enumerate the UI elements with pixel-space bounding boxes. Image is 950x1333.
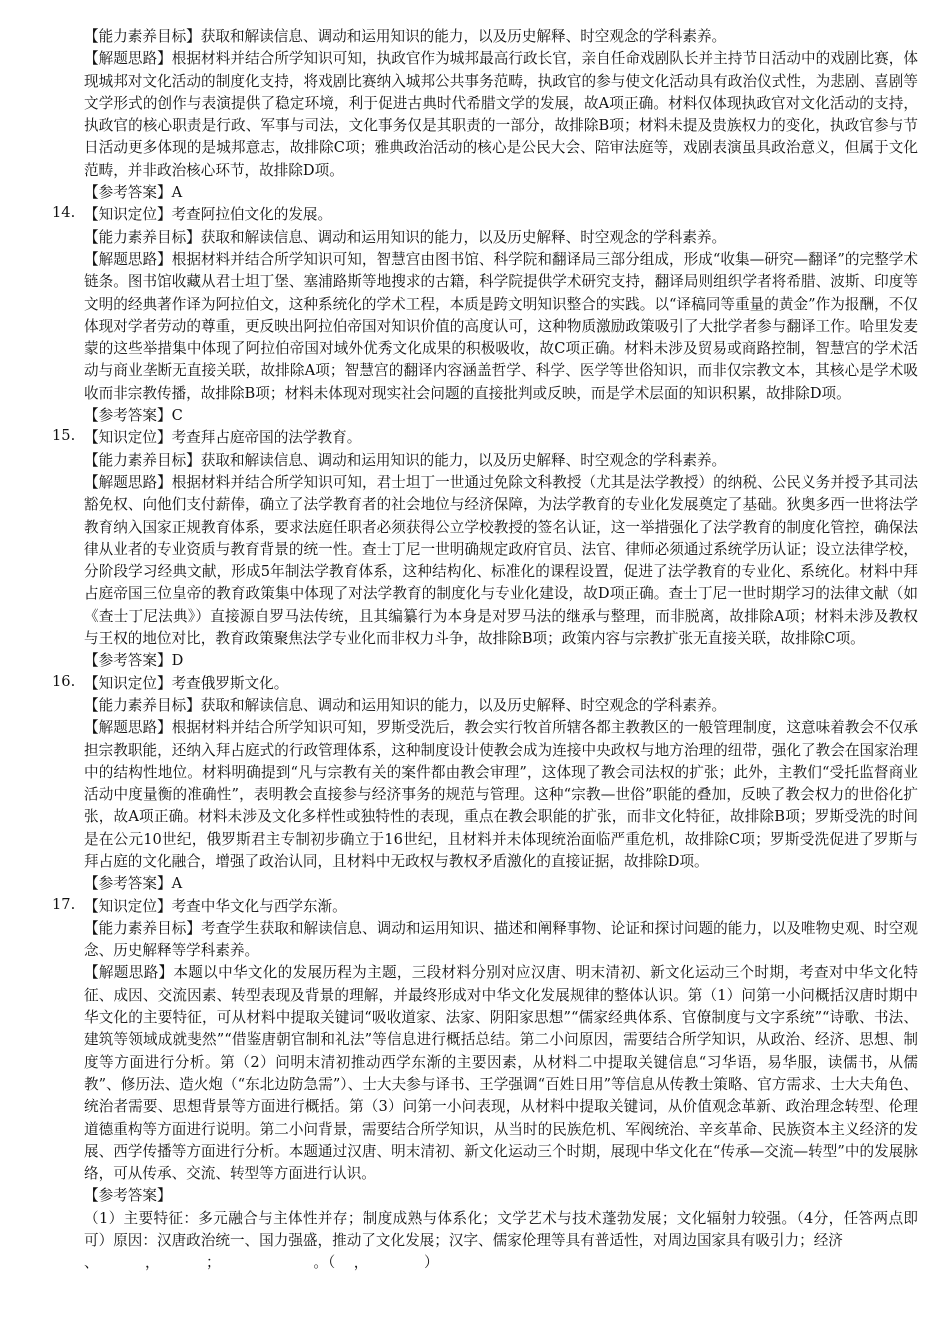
question-15-section <box>52 427 918 672</box>
q16-ability: 【能力素养目标】获取和解读信息、调动和运用知识的能力，以及历史解释、时空观念的学科素养。 <box>84 696 727 714</box>
q17-knowledge: 【知识定位】考查中华文化与西学东渐。 <box>84 897 347 915</box>
question-14-section <box>52 204 918 427</box>
q15-approach: 【解题思路】根据材料并结合所学知识可知，君士坦丁一世通过免除文科教授（尤其是法学教授）的纳税、公民义务并授予其司法豁免权、向他们支付薪俸，确立了法学教育者的社会地位与经济保障，为法学教育的专业化发展奠定了基础。狄奥多西一世将法学教育纳入国家正规教育体系，要求法庭任职者必须获得公立学校教授的签名认证，这一举措强化了法学教育的制度化管控，确保法律从业者的专业资质与教育背景的统一性。查士丁尼一世明确规定政府官员、法官、律师必须通过系统学历认证；设立法律学校，分阶段学习经典文献，形成5年制法学教育体系，这种结构化、标准化的课程设置，促进了法学教育的专业化、系统化。材料中拜占庭帝国三位皇帝的教育政策集中体现了对法学教育的制度化与专业化建设，故D项正确。查士丁尼一世时期学习的法律文献（如《查士丁尼法典》）直接源自罗马法传统，且其编纂行为本身是对罗马法的继承与整理，而非脱离，故排除A项；材料未涉及教权与王权的地位对比，教育政策聚焦法学专业化而非权力斗争，故排除B项；政策内容与宗教扩张无直接关联，故排除C项。 <box>84 473 918 648</box>
q13-approach: 【解题思路】根据材料并结合所学知识可知，执政官作为城邦最高行政长官，亲自任命戏剧队长并主持节日活动中的戏剧比赛，体现城邦对文化活动的制度化支持，将戏剧比赛纳入城邦公共事务范畴，执政官的参与使文化活动具有政治仪式性，为悲剧、喜剧等文学形式的创作与表演提供了稳定环境，利于促进古典时代希腊文学的发展，故A项正确。材料仅体现执政官对文化活动的支持，执政官的核心职责是行政、军事与司法，文化事务仅是其职责的一部分，故排除B项；材料未提及贵族权力的变化，执政官参与节日活动更多体现的是城邦意志，故排除C项；雅典政治活动的核心是公民大会、陪审法庭等，戏剧表演虽具政治意义，但属于文化范畴，并非政治核心环节，故排除D项。 <box>84 50 918 179</box>
q15-number: 15. <box>52 427 76 445</box>
question-16-section <box>52 673 918 896</box>
q14-ability: 【能力素养目标】获取和解读信息、调动和运用知识的能力，以及历史解释、时空观念的学科素养。 <box>84 228 727 246</box>
q17-approach: 【解题思路】本题以中华文化的发展历程为主题，三段材料分别对应汉唐、明末清初、新文化运动三个时期，考查对中华文化特征、成因、交流因素、转型表现及背景的理解，并最终形成对中华文化发展规律的整体认识。第（1）问第一小问概括汉唐时期中华文化的主要特征，可从材料中提取关键词“吸收道家、法家、阴阳家思想”“儒家经典体系、官僚制度与文字系统”“诗歌、书法、建筑等领域成就斐然”“借鉴唐朝官制和礼法”等信息进行概括总结。第二小问原因，需要结合所学知识，从政治、经济、思想、制度等方面进行分析。第（2）问明末清初推动西学东渐的主要因素，从材料二中提取关键信息“习华语，易华服，读儒书，从儒教”、修历法、造火炮（“东北边防急需”）、士大夫参与译书、王学强调“百姓日用”等信息从传教士策略、官方需求、士大夫角色、统治者需要、思想背景等方面进行概括。第（3）问第一小问表现，从材料中提取关键词，从价值观念革新、政治理念转型、伦理道德重构等方面进行说明。第二小问背景，需要结合所学知识，从当时的民族危机、军阀统治、辛亥革命、民族资本主义经济的发展、西学传播等方面进行分析。本题通过汉唐、明末清初、新文化运动三个时期，展现中华文化在“传承—交流—转型”中的发展脉络，可从传承、交流、转型等方面进行认识。 <box>84 964 918 1183</box>
q17-answer-text: （1）主要特征：多元融合与主体性并存；制度成熟与体系化；文学艺术与技术蓬勃发展；文化辐射力较强。（4分，任答两点即可）原因：汉唐政治统一、国力强盛，推动了文化发展；汉字、儒家伦理等具有普适性，对周边国家具有吸引力；经济 <box>84 1209 918 1250</box>
q14-knowledge-line <box>52 204 918 226</box>
q14-approach: 【解题思路】根据材料并结合所学知识可知，智慧宫由图书馆、科学院和翻译局三部分组成，形成“收集—研究—翻译”的完整学术链条。图书馆收藏从君士坦丁堡、塞浦路斯等地搜求的古籍，科学院提供学术研究支持，翻译局则组织学者将希腊、波斯、印度等文明的经典著作译为阿拉伯文，这种系统化的学术工程，本质是跨文明知识整合的实践。以“译稿同等重量的黄金”作为报酬，不仅体现对学者劳动的尊重，更反映出阿拉伯帝国对知识价值的高度认可，这种物质激励政策吸引了大批学者参与翻译工作。哈里发麦蒙的这些举措集中体现了阿拉伯帝国对域外优秀文化成果的积极吸收，故C项正确。材料未涉及贸易或商路控制，智慧宫的学术活动与商业垄断无直接关联，故排除A项；智慧宫的翻译内容涵盖哲学、科学、医学等世俗知识，而非仅宗教文本，其核心是学术吸收而非宗教传播，故排除B项；材料未体现对现实社会问题的直接批判或反映，而是学术层面的知识积累，故排除D项。 <box>84 250 918 402</box>
q16-knowledge-line <box>52 673 918 695</box>
q17-number: 17. <box>52 895 76 913</box>
q14-answer: 【参考答案】C <box>84 407 183 425</box>
q16-knowledge: 【知识定位】考查俄罗斯文化。 <box>84 674 289 692</box>
q17-knowledge-line <box>52 896 918 918</box>
question-13-section <box>52 26 918 204</box>
q17-answer-label: 【参考答案】 <box>84 1187 172 1205</box>
q17-ability: 【能力素养目标】考查学生获取和解读信息、调动和运用知识、描述和阐释事物、论证和探讨问题的能力，以及唯物史观、时空观念、历史解释等学科素养。 <box>84 919 918 960</box>
q14-number: 14. <box>52 204 76 222</box>
q16-number: 16. <box>52 672 76 690</box>
q15-knowledge: 【知识定位】考查拜占庭帝国的法学教育。 <box>84 429 362 447</box>
q16-approach: 【解题思路】根据材料并结合所学知识可知，罗斯受洗后，教会实行牧首所辖各都主教教区的一般管理制度，这意味着教会不仅承担宗教职能，还纳入拜占庭式的行政管理体系，这种制度设计使教会成为连接中央政权与地方治理的纽带，强化了教会在国家治理中的结构性地位。材料明确提到“凡与宗教有关的案件都由教会审理”，这体现了教会司法权的扩张；此外，主教们“受托监督商业活动中度量衡的准确性”，表明教会直接参与经济事务的规范与管理。这种“宗教—世俗”职能的叠加，反映了教会权力的世俗化扩张，故A项正确。材料未涉及文化多样性或独特性的表现，重点在教会职能的扩张，而非文化特征，故排除B项；罗斯受洗的时间是在公元10世纪，俄罗斯君主专制初步确立于16世纪，且材料并未体现统治面临严重危机，故排除C项；罗斯受洗促进了罗斯与拜占庭的文化融合，增强了政治认同，且材料中无政权与教权矛盾激化的直接证据，故排除D项。 <box>84 719 918 870</box>
q15-knowledge-line <box>52 427 918 449</box>
q13-answer: 【参考答案】A <box>84 184 183 202</box>
q14-knowledge: 【知识定位】考查阿拉伯文化的发展。 <box>84 206 333 224</box>
q15-ability: 【能力素养目标】获取和解读信息、调动和运用知识的能力，以及历史解释、时空观念的学科素养。 <box>84 451 727 469</box>
q15-answer: 【参考答案】D <box>84 652 184 670</box>
q13-ability: 【能力素养目标】获取和解读信息、调动和运用知识的能力，以及历史解释、时空观念的学科素养。 <box>84 28 727 45</box>
q16-answer: 【参考答案】A <box>84 875 183 893</box>
answer-page <box>52 26 918 1275</box>
question-17-section <box>52 896 918 1275</box>
q17-answer-cutoff-line: 、 ， ； 。（ ， ） <box>84 1254 439 1272</box>
